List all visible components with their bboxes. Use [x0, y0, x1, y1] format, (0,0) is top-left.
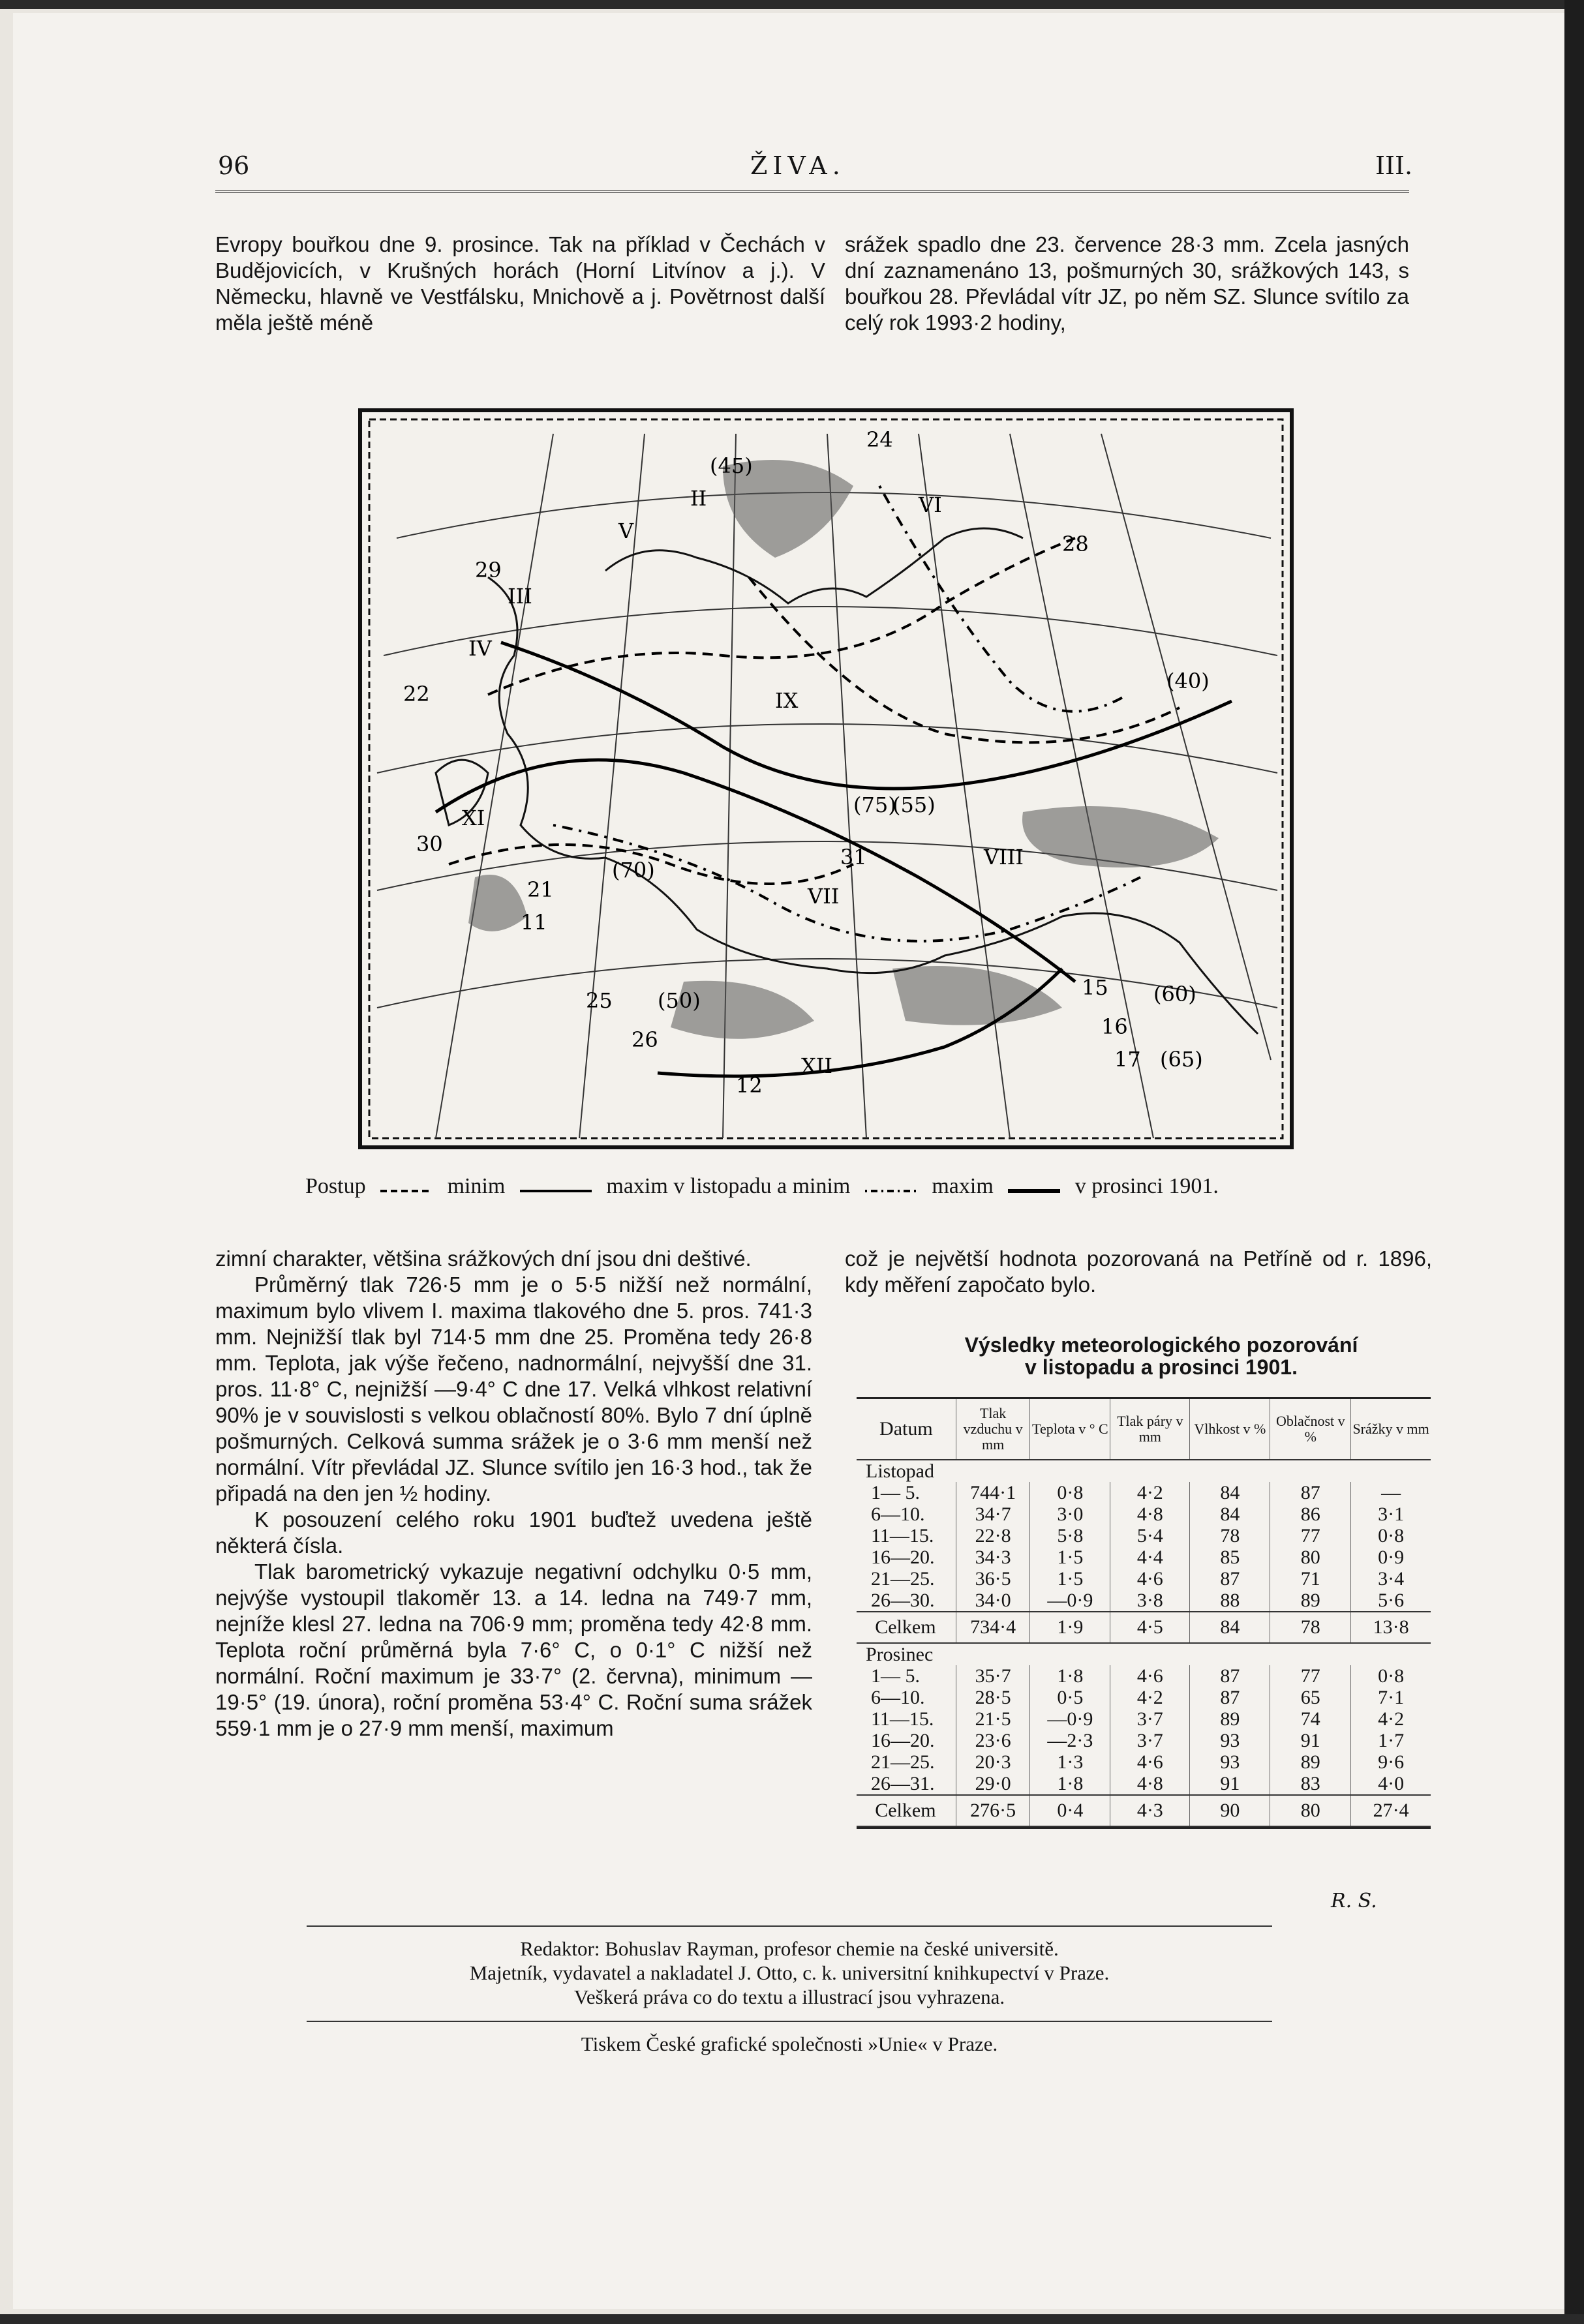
col-header: Teplota v ° C [1030, 1399, 1110, 1460]
table-row: 16—20. 23·6 —2·3 3·7 93 91 1·7 [857, 1730, 1431, 1751]
col-header: Oblačnost v % [1270, 1399, 1351, 1460]
map-label: 29 [475, 558, 502, 582]
scan-edge-right [1564, 0, 1584, 2324]
europe-map-figure [358, 408, 1294, 1150]
observation-table [857, 1397, 1431, 1829]
legend-prosinec: v prosinci 1901. [1074, 1174, 1219, 1198]
table-title [855, 1334, 1468, 1378]
bottom-left-column [215, 1246, 812, 1742]
map-label: 16 [1101, 1014, 1128, 1039]
paragraph: což je největší hodnota pozorovaná na Petříně od r. 1896, kdy měření započato bylo. [845, 1246, 1432, 1297]
table-header-row [857, 1399, 1431, 1460]
legend-solid-line [520, 1175, 592, 1200]
map-label: 24 [866, 427, 893, 452]
bottom-right-column [845, 1246, 1432, 1298]
author-signature: R. S. [1331, 1890, 1377, 1912]
map-label: 30 [416, 832, 443, 856]
legend-dashdot-line [865, 1175, 917, 1200]
journal-title: ŽIVA. [750, 151, 845, 180]
header-rule [215, 190, 1409, 193]
map-legend [305, 1174, 1219, 1200]
top-right-column [845, 232, 1409, 336]
map-label: (40) [1166, 669, 1210, 693]
footer-rights: Veškerá práva co do textu a illustrací jsou vyhrazena. [573, 1985, 1005, 2008]
footer-publisher: Majetník, vydavatel a nakladatel J. Otto, c. k. universitní knihkupectví v Praze. [469, 1961, 1110, 1984]
col-header: Tlak páry v mm [1110, 1399, 1190, 1460]
legend-solid-line [1008, 1175, 1060, 1200]
map-label: III [508, 584, 532, 609]
legend-postup: Postup [305, 1174, 366, 1198]
paragraph: Průměrný tlak 726·5 mm je o 5·5 nižší než normální, maximum bylo vlivem I. maxima tlakového dne 5. pros. 741·3 mm. Nejnižší tlak byl 714·5 mm dne 25. Proměna tedy 26·8 mm. Teplota, jak výše řečeno, nadnormální, nejvyšší dne 31. pros. 11·8° C, nejnižší —9·4° C dne 17. Velká vlhkost relativní 90% je v souvislosti s velkou oblačností 80%. Bylo 7 dní úplně pošmurných. Celková summa srážek je o 3·6 mm menší než normální. Vítr převládal JZ. Slunce svítilo jen 16·3 hod., tak že připadá na den jen ½ hodiny. [215, 1273, 812, 1505]
table-row: 26—30. 34·0 —0·9 3·8 88 89 5·6 [857, 1590, 1431, 1612]
total-row: Celkem 276·5 0·4 4·3 90 80 27·4 [857, 1795, 1431, 1826]
paragraph: zimní charakter, většina srážkových dní jsou dni deštivé. [215, 1246, 752, 1271]
col-header: Tlak vzduchu v mm [956, 1399, 1030, 1460]
group-row: Prosinec [866, 1644, 934, 1665]
map-label: V [618, 519, 634, 543]
footer-editor: Redaktor: Bohuslav Rayman, profesor chemie na české universitě. [520, 1937, 1059, 1960]
map-label: 25 [586, 988, 613, 1013]
map-label: 17 [1114, 1047, 1141, 1072]
map-label: 12 [736, 1073, 763, 1098]
map-label: VIII [984, 845, 1024, 869]
map-label: (70) [612, 858, 655, 883]
paragraph: K posouzení celého roku 1901 buďtež uvedena ještě některá čísla. [215, 1507, 812, 1558]
paragraph: Tlak barometrický vykazuje negativní odchylku 0·5 mm, nejvýše vystoupil tlakoměr 13. a 14. ledna na 749·7 mm, nejníže klesl 27. ledna na 706·9 mm; proměna tedy 42·8 mm. Teplota roční průměrná byla 7·6° C, o 0·1° C nižší než normální. Roční maximum je 33·7° (2. června), minimum —19·5° (19. února), roční proměna 53·4° C. Roční suma srážek 559·1 mm je o 27·9 mm menší, maximum [215, 1560, 812, 1740]
map-label: VI [919, 492, 942, 517]
col-header: Vlhkost v % [1190, 1399, 1270, 1460]
paragraph: Evropy bouřkou dne 9. prosince. Tak na příklad v Čechách v Budějovicích, v Krušných horách (Horní Litvínov a j.). V Německu, hlavně ve Vestfálsku, Mnichově a j. Povětrnost další měla ještě méně [215, 232, 825, 335]
map-label: II [690, 486, 707, 511]
storm-track-map [358, 408, 1294, 1150]
col-header: Datum [857, 1399, 956, 1460]
table-row: 21—25. 20·3 1·3 4·6 93 89 9·6 [857, 1751, 1431, 1773]
map-label: 28 [1062, 532, 1089, 556]
map-label: (65) [1160, 1047, 1203, 1072]
map-label: (45) [710, 453, 753, 478]
legend-maxim-listopad: maxim v listopadu a minim [606, 1174, 851, 1198]
map-label: 26 [632, 1027, 658, 1052]
table-row: 6—10. 28·5 0·5 4·2 87 65 7·1 [857, 1687, 1431, 1708]
total-row: Celkem 734·4 1·9 4·5 84 78 13·8 [857, 1612, 1431, 1643]
map-label: IX [775, 688, 799, 713]
legend-maxim: maxim [932, 1174, 994, 1198]
map-label: 21 [527, 877, 554, 902]
group-row: Listopad [866, 1460, 934, 1482]
footer-rule [307, 1925, 1272, 1927]
scan-edge-bottom [0, 2314, 1584, 2324]
map-label: 11 [521, 910, 547, 935]
legend-minim: minim [447, 1174, 506, 1198]
map-label: 22 [403, 682, 430, 706]
table-title-line: v listopadu a prosinci 1901. [1025, 1355, 1298, 1379]
map-label: XII [801, 1053, 833, 1078]
table-row: 11—15. 22·8 5·8 5·4 78 77 0·8 [857, 1525, 1431, 1547]
map-label: XI [462, 806, 485, 830]
map-label: VII [808, 884, 840, 909]
col-header: Srážky v mm [1351, 1399, 1431, 1460]
footer-printer: Tiskem České grafické společnosti »Unie« v Praze. [581, 2032, 998, 2055]
map-label: 15 [1082, 975, 1108, 1000]
map-label: (55) [892, 792, 936, 817]
volume-number: III. [1375, 151, 1413, 180]
map-label: 31 [840, 845, 867, 869]
table-row: 16—20. 34·3 1·5 4·4 85 80 0·9 [857, 1547, 1431, 1568]
table-row: 21—25. 36·5 1·5 4·6 87 71 3·4 [857, 1568, 1431, 1590]
paragraph: srážek spadlo dne 23. července 28·3 mm. Zcela jasných dní zaznamenáno 13, pošmurných 30, srážkových 143, s bouřkou 28. Převládal vítr JZ, po něm SZ. Slunce svítilo za celý rok 1993·2 hodiny, [845, 232, 1409, 335]
map-label: (60) [1153, 982, 1196, 1006]
table-row: 1— 5. 35·7 1·8 4·6 87 77 0·8 [857, 1665, 1431, 1687]
legend-dashed-line [380, 1175, 433, 1200]
top-left-column [215, 232, 825, 336]
table-title-line: Výsledky meteorologického pozorování [964, 1333, 1358, 1357]
scan-edge-top [0, 0, 1584, 9]
map-label: IV [468, 636, 492, 661]
table-row: 6—10. 34·7 3·0 4·8 84 86 3·1 [857, 1503, 1431, 1525]
map-label: (75) [853, 792, 896, 817]
table-row: 26—31. 29·0 1·8 4·8 91 83 4·0 [857, 1773, 1431, 1795]
table-row: 11—15. 21·5 —0·9 3·7 89 74 4·2 [857, 1708, 1431, 1730]
table-row: 1— 5. 744·1 0·8 4·2 84 87 — [857, 1482, 1431, 1503]
page-number: 96 [218, 151, 250, 180]
map-label: (50) [658, 988, 701, 1013]
footer-rule [307, 2021, 1272, 2022]
